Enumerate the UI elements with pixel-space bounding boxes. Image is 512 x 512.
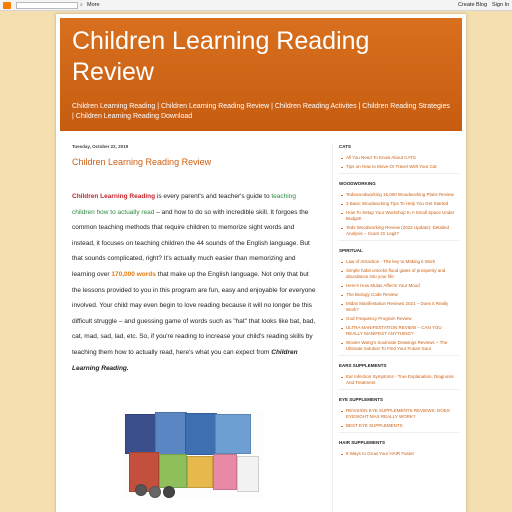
product-bundle-image	[123, 410, 263, 500]
widget-spiritual	[339, 248, 459, 356]
widget-separator	[339, 173, 459, 174]
sidebar-link[interactable]: Tips on How to Move Or Travel With Your Cat	[339, 164, 459, 170]
sidebar-link[interactable]: Tedswoodworking 16,000 Woodworking Plans Review	[339, 192, 459, 198]
product-box	[213, 454, 237, 490]
create-blog-link[interactable]: Create Blog	[458, 2, 488, 8]
cd-disc	[135, 484, 147, 496]
page-wrapper	[56, 14, 466, 512]
product-box	[125, 414, 159, 454]
post-text: is every parent's and teacher's guide to	[155, 193, 272, 200]
post-highlight-words: 170,000 words	[111, 270, 156, 278]
sidebar-link[interactable]: The Biology Code Review	[339, 292, 459, 298]
product-box	[185, 413, 217, 455]
sidebar-link[interactable]: REVISION EYE SUPPLEMENTS REVIEWS: DOES EYESIGHT MAX REALLY WORK?	[339, 408, 459, 420]
cd-disc	[163, 486, 175, 498]
sidebar	[339, 144, 459, 464]
blogger-logo-icon[interactable]	[3, 2, 11, 9]
product-box	[159, 454, 187, 488]
widget-separator	[339, 355, 459, 356]
widget-hair	[339, 440, 459, 457]
sidebar-link[interactable]: God Frequency Program Review	[339, 316, 459, 322]
widget-title: EYE SUPPLEMENTS	[339, 397, 384, 402]
widget-separator	[339, 389, 459, 390]
widget-ears	[339, 363, 459, 390]
sidebar-link[interactable]: ULTRA MANIFESTATION REVIEW – CAN YOU REALLY MANIFEST ANYTHING?	[339, 325, 459, 337]
post-link-program[interactable]: Children Learning Reading	[72, 193, 156, 200]
search-go-icon[interactable]: ⌕	[80, 2, 83, 8]
product-box	[215, 414, 251, 454]
sidebar-link[interactable]: BEST EYE SUPPLEMENTS	[339, 423, 459, 429]
blog-description: Children Learning Reading | Children Learning Reading Review | Children Reading Activites | Children Reading Strategies | Children Learning Reading Download	[72, 103, 450, 120]
product-box	[155, 412, 187, 456]
sidebar-divider	[332, 144, 333, 512]
widget-title: CATS	[339, 144, 351, 149]
sidebar-link[interactable]: 8 Ways to Grow Your HAIR Faster	[339, 451, 459, 457]
cd-disc	[149, 486, 161, 498]
widget-eye	[339, 397, 459, 433]
widget-title: EARS SUPPLEMENTS	[339, 363, 387, 368]
widget-title: SPIRITUAL	[339, 248, 363, 253]
widget-title: HAIR SUPPLEMENTS	[339, 440, 386, 445]
navbar-search-input[interactable]	[16, 2, 78, 9]
sidebar-link[interactable]: Ear Infection Symptoms - True Explanation, Diagnosis And Treatment	[339, 374, 459, 386]
sidebar-link[interactable]: Teds Woodworking Review (2022 Update): Detailed Analysis – Scam Or Legit?	[339, 225, 459, 237]
widget-separator	[339, 240, 459, 241]
sidebar-link[interactable]: Midas Manifestation Reviews 2021 – Does it Really Work?	[339, 301, 459, 313]
post-date: Tuesday, October 22, 2019	[72, 144, 129, 149]
sidebar-link[interactable]: Simple habit unlocks flood gates of prosperity and abundance into your life	[339, 268, 459, 280]
blog-header	[60, 18, 462, 131]
sidebar-link[interactable]: Law of Attraction - The key to Making it Work	[339, 259, 459, 265]
product-box	[237, 456, 259, 492]
blog-title[interactable]: Children Learning Reading Review	[72, 27, 370, 86]
sidebar-link[interactable]: 3 Basic Woodworking Tips To Help You Get Started	[339, 201, 459, 207]
widget-woodworking	[339, 181, 459, 241]
sidebar-link[interactable]: Here's How Mulas Affects Your Mood	[339, 283, 459, 289]
product-box	[187, 456, 213, 488]
main-column	[72, 144, 322, 376]
post-text: that make up the English language. Not only that but the lessons provided to you in this program are fun, easy and enjoyable for everyone involved. Your child may even begin to love reading because it will no longer be this difficult struggle – and guessing game of words such as "hat" that looks like bat, bad, cat, mad, sad, lad, etc. So, if you're reading to increase your child's reading skills by teaching them how to actually read, here's what you can expect from	[72, 270, 316, 356]
post-body	[72, 189, 318, 376]
sidebar-link[interactable]: How To Setup Your Workshop In A Small Space Under Budget!	[339, 210, 459, 222]
post-emphasis-program: Children Learning Reading.	[72, 348, 298, 372]
post-text: – and how to do so with incredible skill. It forgoes the common teaching methods that require children to memorize sight words and instead, it focuses on teaching children the 44 sounds of the English language. But that sounds complicated, right? It's actually much easier than memorizing and learning over	[72, 208, 310, 278]
sign-in-link[interactable]: Sign In	[492, 2, 510, 8]
more-menu-button[interactable]: More	[87, 2, 100, 8]
widget-cats	[339, 144, 459, 174]
widget-separator	[339, 432, 459, 433]
sidebar-link[interactable]: All You Need To Know About CATS	[339, 155, 459, 161]
post-title[interactable]: Children Learning Reading Review	[72, 157, 212, 167]
sidebar-link[interactable]: Wooler Wang's Soulmate Drawings Reviews – The Ultimate Solution To Find Your Future Soul	[339, 340, 459, 352]
blogger-navbar	[0, 0, 512, 11]
post-link-teaching[interactable]: teaching children how to actually read	[72, 193, 296, 216]
widget-title: WOODWORKING	[339, 181, 376, 186]
